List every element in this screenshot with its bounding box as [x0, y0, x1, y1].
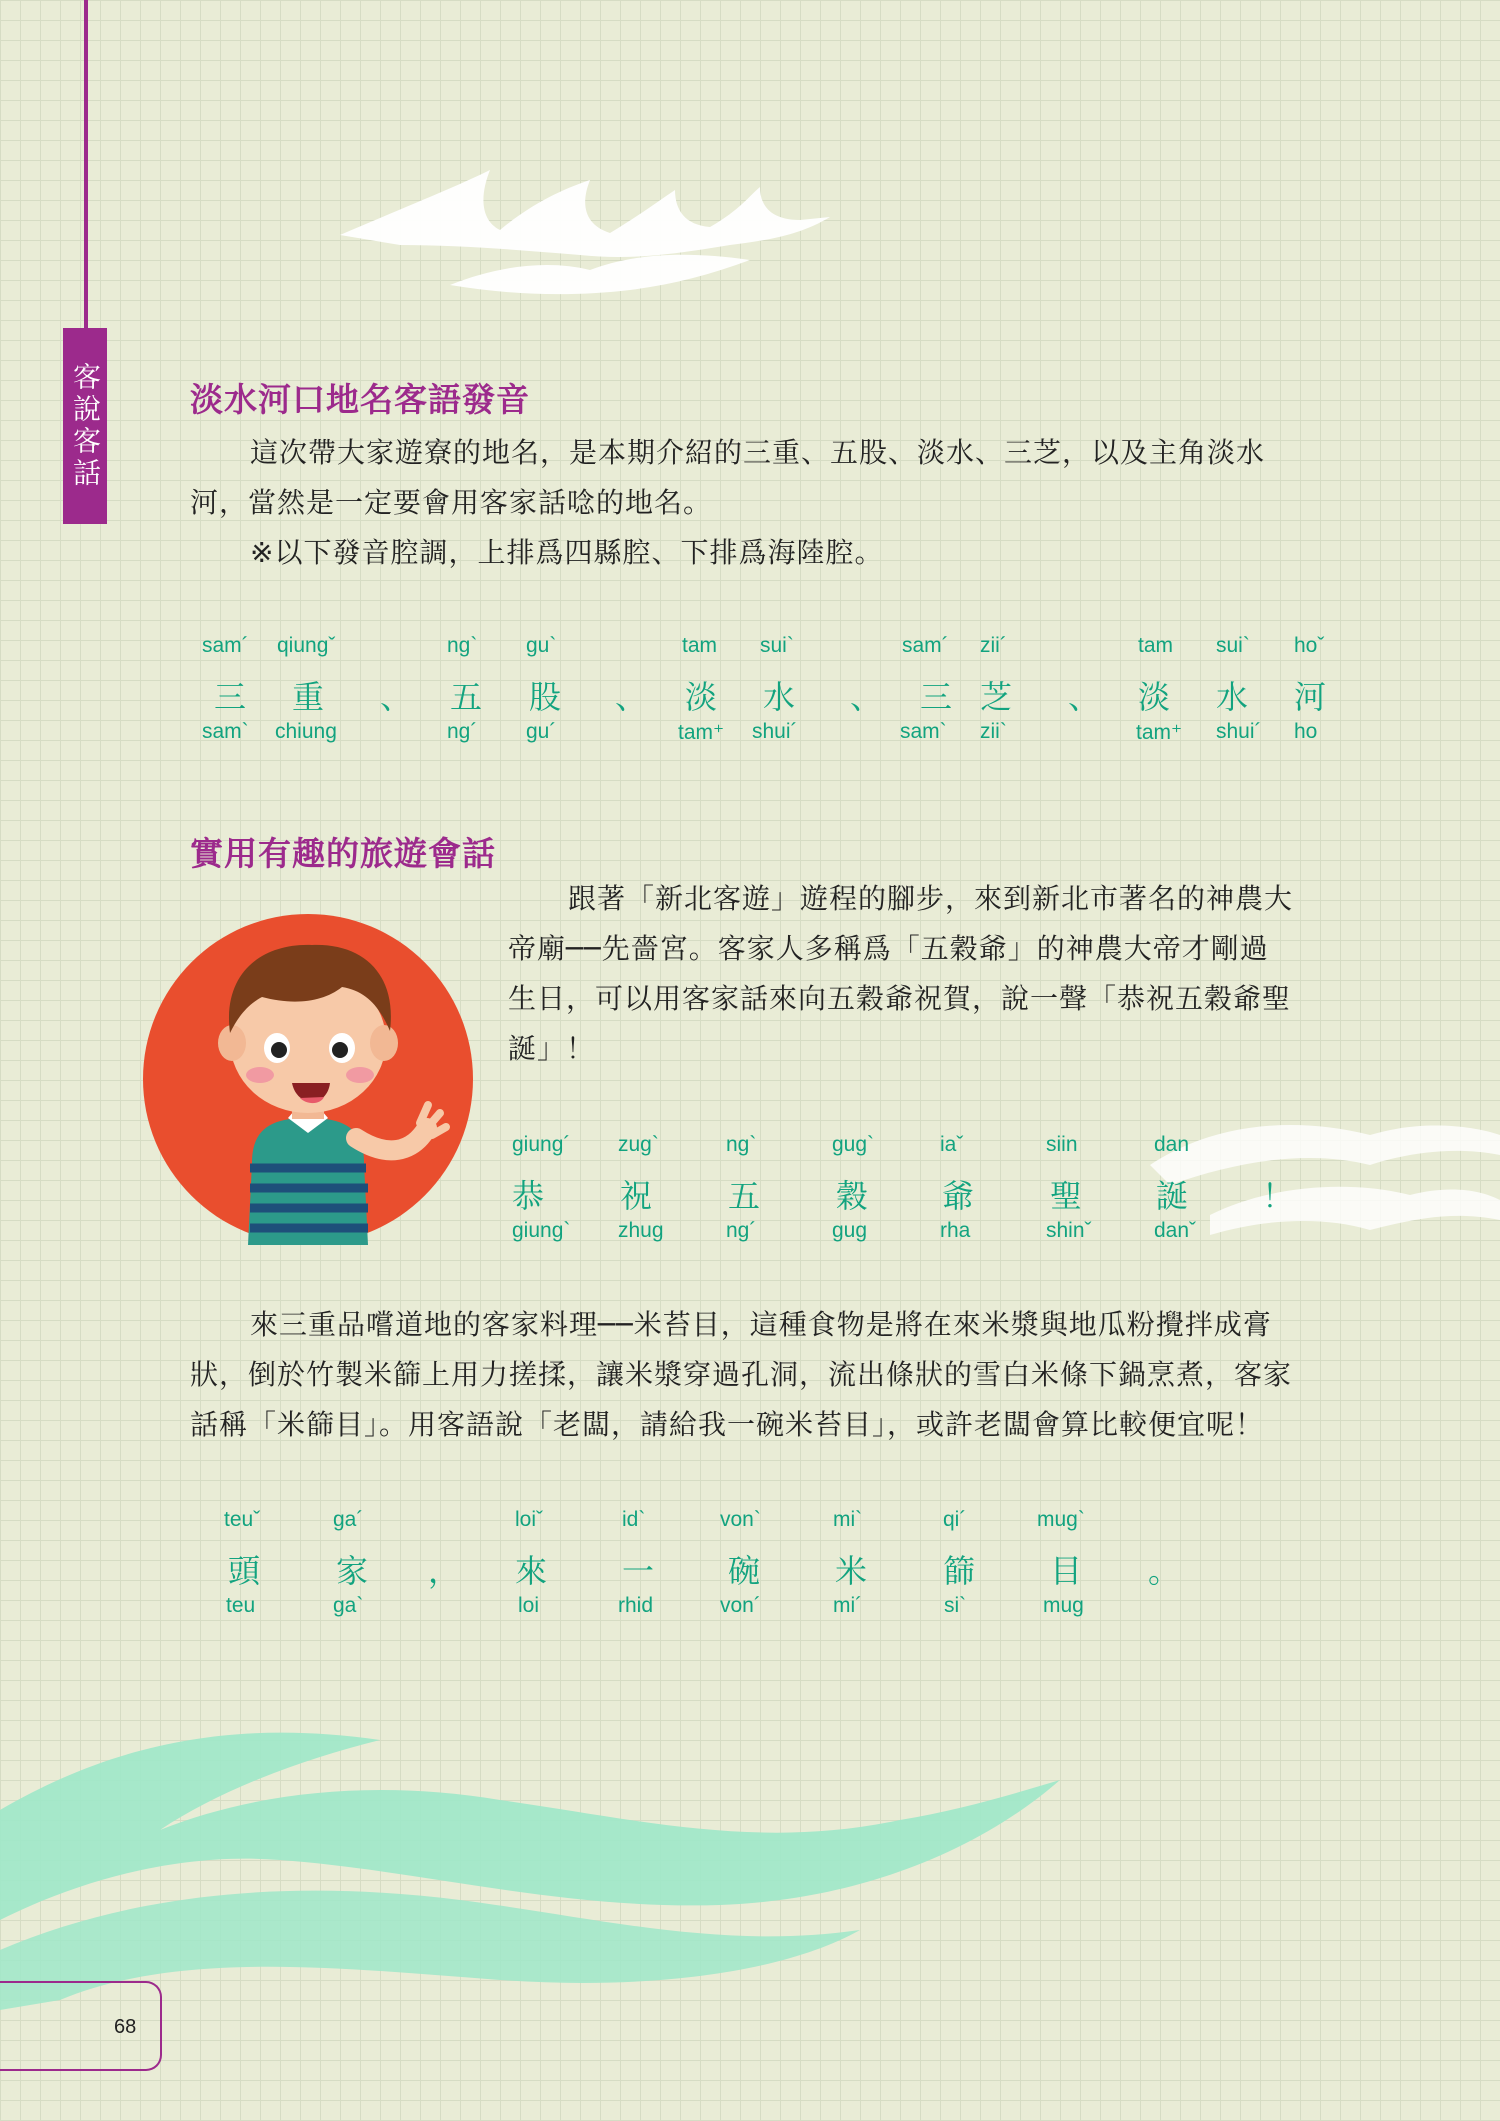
pron-char: 穀 — [836, 1177, 869, 1215]
pronunciation-top-row — [0, 634, 1500, 674]
section2-paragraph2-line: 話稱「米篩目」。用客語說「老闆，請給我一碗米苔目」，或許老闆會算比較便宜呢！ — [190, 1408, 1265, 1441]
pron-bottom: shui´ — [1216, 720, 1262, 743]
pron-top: dan — [1154, 1133, 1190, 1156]
pron-bottom: rha — [940, 1219, 971, 1242]
pron-char: 五 — [728, 1177, 761, 1215]
pron-char: 水 — [1216, 678, 1249, 716]
wave-bottom-decoration — [0, 1700, 1100, 2030]
pron-char: 水 — [763, 678, 796, 716]
page-number-frame — [0, 1981, 162, 2071]
pron-top: ng` — [447, 634, 478, 657]
pron-char: 米 — [835, 1552, 868, 1590]
pron-top: id` — [622, 1508, 646, 1531]
section2-paragraph-line: 生日，可以用客家話來向五穀爺祝賀，說一聲「恭祝五穀爺聖 — [508, 982, 1292, 1015]
pron-top: mi` — [833, 1508, 863, 1531]
section-tab-label: 客說客話 — [69, 362, 102, 490]
section2-paragraph2-line: 狀，倒於竹製米篩上用力搓揉，讓米漿穿過孔洞，流出條狀的雪白米條下鍋烹煮，客家 — [190, 1358, 1293, 1391]
pronunciation-bottom-row — [0, 1219, 1500, 1259]
pronunciation-bottom-row — [0, 1594, 1500, 1634]
pron-bottom: si` — [944, 1594, 967, 1617]
pron-bottom: gug — [832, 1219, 868, 1242]
section2-paragraph-line: 誕」！ — [508, 1032, 596, 1065]
pron-bottom: shinˇ — [1046, 1219, 1092, 1242]
pron-char: 、 — [615, 678, 648, 716]
pronunciation-table-3 — [0, 1508, 1500, 1628]
pron-top: gu` — [526, 634, 557, 657]
pron-char: 五 — [450, 678, 483, 716]
pron-top: sam´ — [902, 634, 949, 657]
pron-char: 、 — [850, 678, 883, 716]
pron-char: 淡 — [685, 678, 718, 716]
pron-char: 碗 — [728, 1552, 761, 1590]
pronunciation-top-row — [0, 1133, 1500, 1173]
pron-top: zii´ — [980, 634, 1007, 657]
pronunciation-bottom-row — [0, 720, 1500, 760]
section1-paragraph-line: 河，當然是一定要會用客家話唸的地名。 — [190, 486, 713, 519]
pron-char: 芝 — [980, 678, 1013, 716]
pron-top: sam´ — [202, 634, 249, 657]
pron-bottom: giung` — [512, 1219, 571, 1242]
pron-bottom: teu — [226, 1594, 256, 1617]
pron-char: 祝 — [620, 1177, 653, 1215]
pron-bottom: rhid — [618, 1594, 654, 1617]
pron-top: zug` — [618, 1133, 659, 1156]
pron-char: 股 — [529, 678, 562, 716]
wave-top-decoration — [330, 165, 840, 315]
section2-paragraph2 — [190, 1300, 1350, 1450]
pron-top: qi´ — [943, 1508, 967, 1531]
pronunciation-table-1 — [0, 634, 1500, 754]
pron-bottom: sam` — [900, 720, 947, 743]
pron-top: sui` — [760, 634, 794, 657]
pron-char: 目 — [1050, 1552, 1083, 1590]
pron-char: 河 — [1294, 678, 1327, 716]
pron-bottom: mug — [1043, 1594, 1084, 1617]
pron-top: sui` — [1216, 634, 1250, 657]
pron-top: teuˇ — [224, 1508, 261, 1531]
pron-bottom: danˇ — [1154, 1219, 1197, 1242]
pron-bottom: zii` — [980, 720, 1007, 743]
pron-bottom: ng´ — [447, 720, 478, 743]
pronunciation-char-row — [0, 1171, 1500, 1215]
pron-char: 篩 — [943, 1552, 976, 1590]
section1-note: ※以下發音腔調，上排爲四縣腔、下排爲海陸腔。 — [250, 536, 884, 569]
pron-bottom: tam⁺ — [1136, 721, 1183, 744]
pron-char: ！ — [1262, 1177, 1295, 1215]
pronunciation-char-row — [0, 672, 1500, 716]
section1-title: 淡水河口地名客語發音 — [190, 380, 530, 419]
section2-title: 實用有趣的旅遊會話 — [190, 834, 496, 873]
page-number: 68 — [114, 2016, 137, 2038]
section2-paragraph — [508, 874, 1358, 1074]
pron-char: 恭 — [512, 1177, 545, 1215]
pron-char: 。 — [1148, 1552, 1181, 1590]
pron-top: ng` — [726, 1133, 757, 1156]
section1-paragraph-line: 這次帶大家遊寮的地名，是本期介紹的三重、五股、淡水、三芝，以及主角淡水 — [250, 436, 1266, 469]
pron-char: 三 — [920, 678, 953, 716]
pron-bottom: von´ — [720, 1594, 761, 1617]
pron-bottom: loi — [518, 1594, 540, 1617]
pron-bottom: gu´ — [526, 720, 557, 743]
pron-char: ， — [428, 1552, 461, 1590]
pron-top: hoˇ — [1294, 634, 1325, 657]
pron-char: 頭 — [228, 1552, 261, 1590]
section1-paragraph — [190, 428, 1350, 578]
pron-char: 家 — [336, 1552, 369, 1590]
pron-bottom: zhug — [618, 1219, 664, 1242]
pron-top: tam — [682, 634, 718, 657]
pron-top: qiungˇ — [277, 634, 336, 657]
pron-top: siin — [1046, 1133, 1078, 1156]
pronunciation-table-2 — [0, 1133, 1500, 1253]
pron-char: 、 — [380, 678, 413, 716]
side-line-decoration — [84, 0, 88, 330]
pron-char: 聖 — [1050, 1177, 1083, 1215]
pron-bottom: mi´ — [833, 1594, 863, 1617]
pron-top: tam — [1138, 634, 1174, 657]
pron-bottom: sam` — [202, 720, 249, 743]
pronunciation-top-row — [0, 1508, 1500, 1548]
pron-char: 一 — [622, 1552, 655, 1590]
pron-bottom: ho — [1294, 720, 1318, 743]
pron-top: iaˇ — [940, 1133, 964, 1156]
pron-bottom: ga` — [333, 1594, 364, 1617]
pron-char: 淡 — [1138, 678, 1171, 716]
pron-bottom: ng´ — [726, 1219, 757, 1242]
pronunciation-char-row — [0, 1546, 1500, 1590]
pron-char: 三 — [214, 678, 247, 716]
section2-paragraph-line: 跟著「新北客遊」遊程的腳步，來到新北市著名的神農大 — [568, 882, 1294, 915]
pron-bottom: shui´ — [752, 720, 798, 743]
pron-char: 重 — [292, 678, 325, 716]
pron-bottom: chiung — [275, 720, 337, 743]
pron-top: giung´ — [512, 1133, 571, 1156]
pron-top: von` — [720, 1508, 761, 1531]
pron-top: ga´ — [333, 1508, 364, 1531]
pron-char: 爺 — [942, 1177, 975, 1215]
pron-top: loiˇ — [515, 1508, 544, 1531]
pron-top: gug` — [832, 1133, 875, 1156]
pron-bottom: tam⁺ — [678, 721, 725, 744]
pron-char: 、 — [1068, 678, 1101, 716]
section-tab — [63, 328, 107, 524]
pron-top: mug` — [1037, 1508, 1085, 1531]
section2-paragraph2-line: 來三重品嚐道地的客家料理──米苔目，這種食物是將在來米漿與地瓜粉攪拌成膏 — [250, 1308, 1272, 1341]
pron-char: 誕 — [1156, 1177, 1189, 1215]
pron-char: 來 — [515, 1552, 548, 1590]
section2-paragraph-line: 帝廟──先嗇宮。客家人多稱爲「五穀爺」的神農大帝才剛過 — [508, 932, 1269, 965]
